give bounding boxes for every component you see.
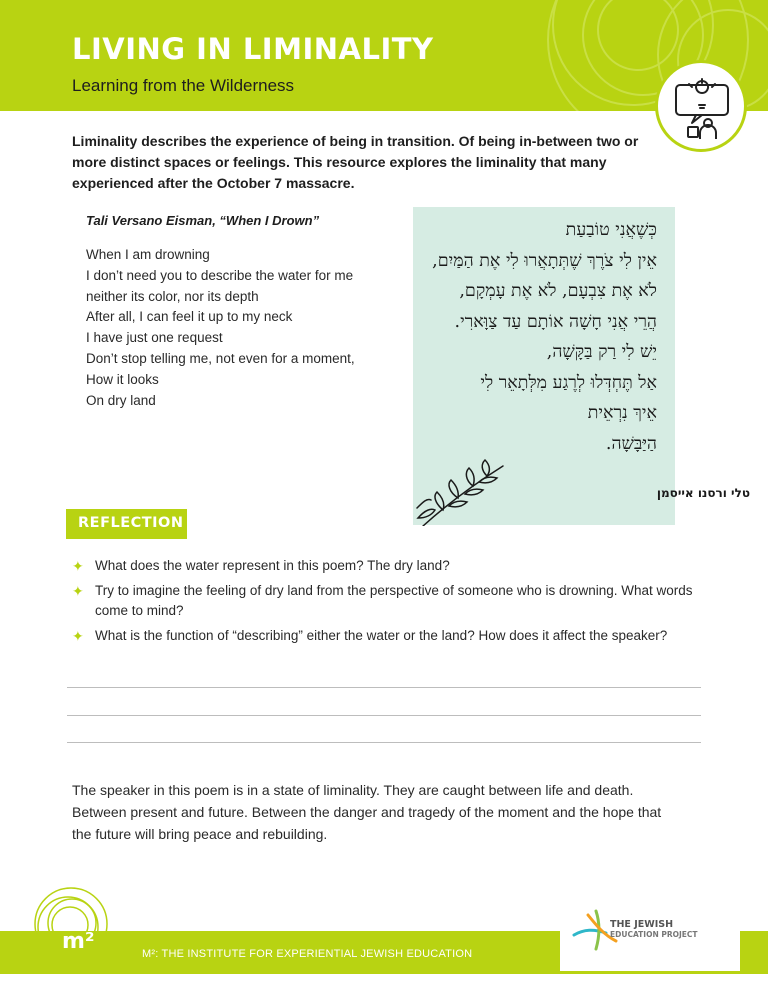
poem-line: On dry land bbox=[86, 392, 156, 408]
lightbulb-person-icon bbox=[670, 75, 734, 139]
question-text: What does the water represent in this poem? The dry land? bbox=[95, 558, 450, 573]
footer-institute-text: M²: THE INSTITUTE FOR EXPERIENTIAL JEWISH EDUCATION bbox=[142, 948, 473, 960]
hebrew-signature: טלי ורסנו אייסמן bbox=[656, 486, 750, 500]
star-bullet-icon: ✦ bbox=[72, 558, 84, 574]
poem-line: Don’t stop telling me, not even for a moment, bbox=[86, 350, 355, 366]
jep-logo-box bbox=[560, 891, 740, 971]
star-bullet-icon: ✦ bbox=[72, 583, 84, 599]
question-item bbox=[72, 581, 712, 621]
reflection-questions bbox=[72, 556, 712, 651]
hebrew-line: לֹא אֶת צִבְעָם, לֹא אֶת עָמְקָם, bbox=[459, 281, 657, 301]
poem-hebrew bbox=[432, 215, 657, 459]
poem-line: I don’t need you to describe the water for me bbox=[86, 267, 354, 283]
reflection-label: REFLECTION bbox=[66, 509, 187, 539]
poem-line: After all, I can feel it up to my neck bbox=[86, 309, 293, 325]
page-title: LIVING IN LIMINALITY bbox=[72, 32, 434, 66]
page-subtitle: Learning from the Wilderness bbox=[72, 76, 295, 95]
poem-author: Tali Versano Eisman, “When I Drown” bbox=[86, 213, 320, 228]
hebrew-line: אֵיךְ נִרְאֵית bbox=[587, 403, 657, 423]
question-item bbox=[72, 626, 712, 646]
m2-logo: m² bbox=[62, 929, 95, 954]
jep-line-2: EDUCATION PROJECT bbox=[610, 930, 698, 939]
header-band bbox=[0, 0, 768, 111]
poem-line: When I am drowning bbox=[86, 247, 210, 262]
hebrew-line: יֵשׁ לִי רַק בַּקָּשָׁה, bbox=[546, 342, 657, 362]
poem-line: neither its color, nor its depth bbox=[86, 288, 259, 304]
leaf-branch-icon bbox=[413, 458, 508, 526]
intro-paragraph: Liminality describes the experience of being in transition. Of being in-between two or more distinct spaces or feelings. This resource explores the liminality that many experienced after the October 7 massacre. bbox=[72, 133, 639, 191]
question-item bbox=[72, 556, 712, 576]
poem-line: How it looks bbox=[86, 371, 159, 387]
jep-logo-text bbox=[610, 920, 698, 940]
hebrew-line: אֵין לִי צֹרֶךְ שֶׁתְּתָאֲרוּ לִי אֶת הַמַּיִם, bbox=[432, 250, 657, 271]
hebrew-line: כְּשֶׁאֲנִי טוֹבַעַת bbox=[565, 220, 657, 240]
star-bullet-icon: ✦ bbox=[72, 628, 84, 644]
hebrew-line: הַיַּבָּשָׁה. bbox=[605, 433, 657, 454]
hebrew-line: הֲרֵי אֲנִי חָשָׁה אוֹתָם עַד צַוָּארִי. bbox=[454, 311, 657, 332]
answer-line[interactable] bbox=[67, 742, 701, 743]
lightbulb-person-badge bbox=[655, 60, 747, 152]
conclusion-paragraph: The speaker in this poem is in a state of liminality. They are caught between life and death. Between present and future. Between the danger and tragedy of the moment and the hope that the future will bring peace and rebuilding. bbox=[72, 782, 662, 842]
answer-line[interactable] bbox=[67, 715, 701, 716]
question-text: Try to imagine the feeling of dry land from the perspective of someone who is drowning. What words come to mind? bbox=[95, 583, 693, 618]
poem-english bbox=[86, 245, 355, 411]
jep-line-1: THE JEWISH bbox=[610, 919, 674, 930]
question-text: What is the function of “describing” either the water or the land? How does it affect the speaker? bbox=[95, 628, 668, 643]
answer-line[interactable] bbox=[67, 687, 701, 688]
hebrew-line: אַל תֶּחְדְּלוּ לְרֶגַע מִלְּתָאֵר לִי bbox=[480, 372, 657, 393]
poem-line: I have just one request bbox=[86, 330, 223, 346]
